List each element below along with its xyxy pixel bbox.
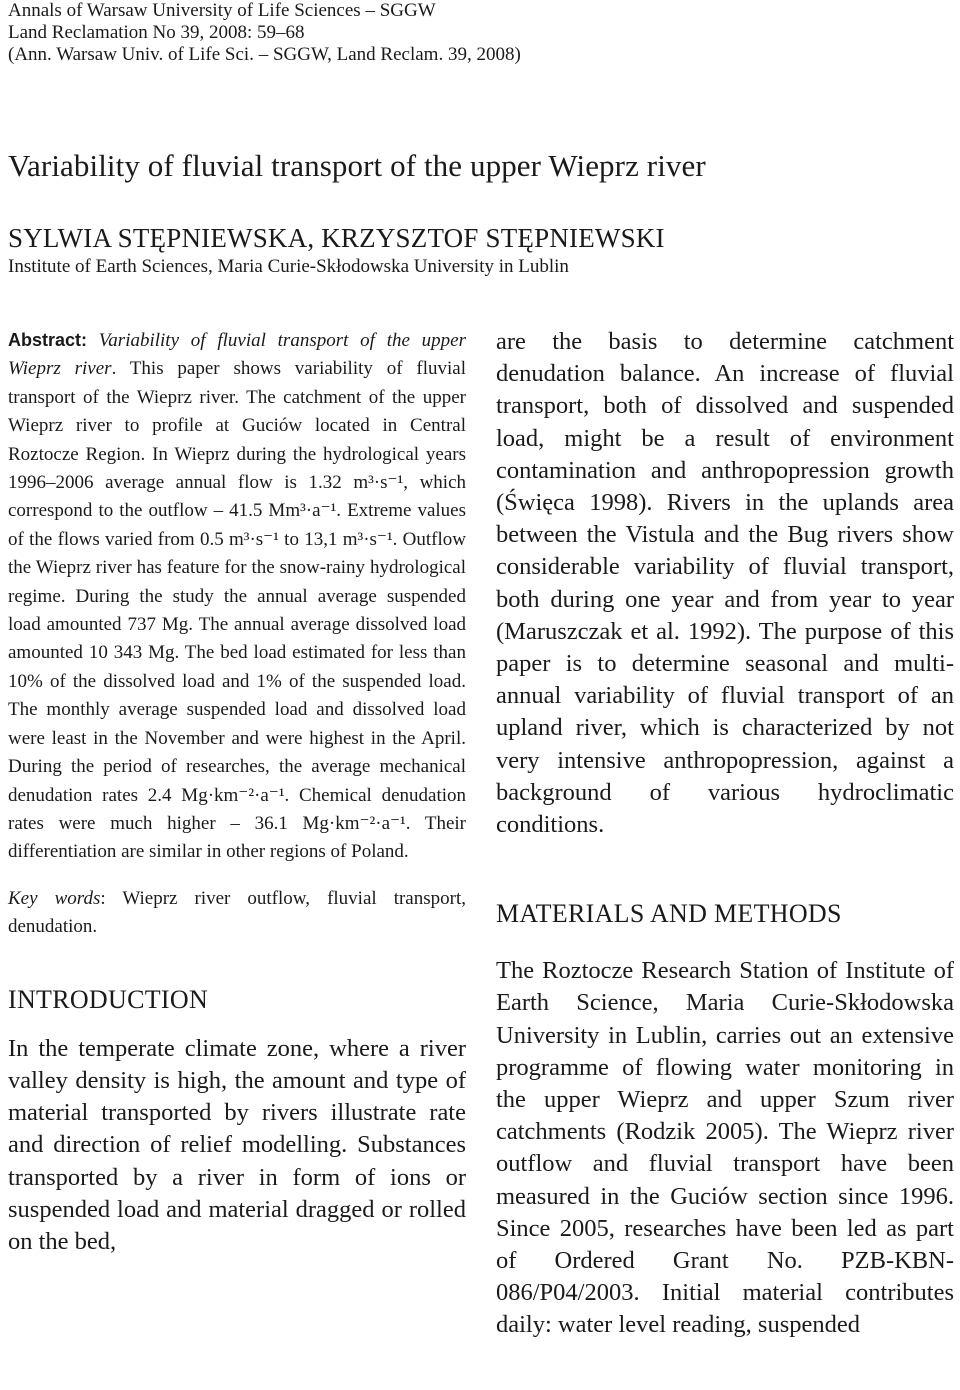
introduction-heading: INTRODUCTION <box>8 984 209 1014</box>
journal-line-3: (Ann. Warsaw Univ. of Life Sci. – SGGW, Land Reclam. 39, 2008) <box>8 44 521 65</box>
materials-methods-text: The Roztocze Research Station of Institute of Earth Science, Maria Curie-Skłodowska University in Lublin, carries out an extensive programme of flowing water monitoring in the upper Wieprz and upper Szum river catchments (Rodzik 2005). The Wieprz river outflow and fluvial transport have been measured in the Guciów section since 1996. Since 2005, researches have been led as part of Ordered Grant No. PZB-KBN-086/P04/2003. Initial material contributes daily: water level reading, suspended <box>496 957 954 1339</box>
authors: SYLWIA STĘPNIEWSKA, KRZYSZTOF STĘPNIEWSKI <box>8 223 665 253</box>
abstract-title: Variability of fluvial transport of the upper Wieprz river <box>8 330 467 380</box>
journal-line-2: Land Reclamation No 39, 2008: 59–68 <box>8 22 305 43</box>
left-column <box>8 326 466 1258</box>
affiliation: Institute of Earth Sciences, Maria Curie-Skłodowska University in Lublin <box>8 256 569 277</box>
abstract-text: . This paper shows variability of fluvial transport of the Wieprz river. The catchment of the upper Wieprz river to profile at Guciów located in Central Roztocze Region. In Wieprz during the hydrological years 1996–2006 average annual flow is 1.32 m³·s⁻¹, which correspond to the outflow – 41.5 Mm³·a⁻¹. Extreme values of the flows varied from 0.5 m³·s⁻¹ to 13,1 m³·s⁻¹. Outflow the Wieprz river has feature for the snow-rainy hydrological regime. During the study the annual average suspended load amounted 737 Mg. The annual average dissolved load amounted 10 343 Mg. The bed load estimated for less than 10% of the dissolved load and 1% of the suspended load. The monthly average suspended load and dissolved load were least in the November and were highest in the April. During the period of researches, the average mechanical denudation rates 2.4 Mg·km⁻²·a⁻¹. Chemical denudation rates were much higher – 36.1 Mg·km⁻²·a⁻¹. Their differentiation are similar in other regions of Poland. <box>8 358 466 863</box>
journal-line-1: Annals of Warsaw University of Life Sciences – SGGW <box>8 0 436 21</box>
keywords-text: : Wieprz river outflow, fluvial transport, denudation. <box>8 887 466 937</box>
abstract <box>8 326 466 867</box>
keywords-label: Key words <box>8 887 101 909</box>
materials-methods-heading: MATERIALS AND METHODS <box>496 899 842 929</box>
introduction-continued: are the basis to determine catchment denudation balance. An increase of fluvial transport, both of dissolved and suspended load, might be a result of environment contamination and anthropopression growth (Święca 1998). Rivers in the uplands area between the Vistula and the Bug rivers show considerable variability of fluvial transport, both during one year and from year to year (Maruszczak et al. 1992). The purpose of this paper is to determine seasonal and multi-annual variability of fluvial transport of an upland river, which is characterized by not very intensive anthropopression, against a background of various hydroclimatic conditions. <box>496 328 954 839</box>
right-column <box>496 326 954 1342</box>
introduction-text: In the temperate climate zone, where a river valley density is high, the amount and type of material transported by rivers illustrate rate and direction of relief modelling. Substances transported by a river in form of ions or suspended load and material dragged or rolled on the bed, <box>8 1034 466 1255</box>
keywords <box>8 885 466 941</box>
paper-title: Variability of fluvial transport of the upper Wieprz river <box>8 148 706 183</box>
abstract-label: Abstract: <box>8 330 88 350</box>
journal-citation <box>8 0 521 66</box>
